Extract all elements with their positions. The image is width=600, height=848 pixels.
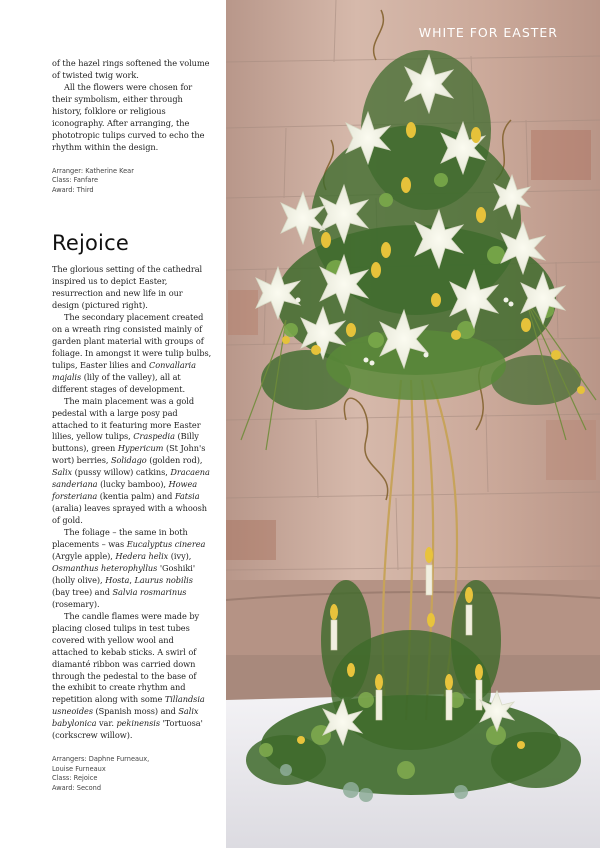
- article-paragraph-2: The secondary placement created on a wreath ring consisted mainly of garden plant material with groups of foliage. In amongst it were tulip bulbs, tulips, Easter lilies and Convallaria majalis (lily of the valley), all at different stages of development.: [52, 311, 212, 394]
- section-title: WHITE FOR EASTER: [418, 25, 558, 40]
- article-paragraph-1: The glorious setting of the cathedral inspired us to depict Easter, resurrection and new life in our design (pictured right).: [52, 264, 203, 310]
- article-credit-class: Class: Rejoice: [52, 774, 98, 783]
- article-credit-award: Award: Second: [52, 783, 102, 792]
- article-credit-arrangers-2: Louise Furneaux: [52, 764, 106, 773]
- article-paragraph-4: The foliage – the same in both placements – was Eucalyptus cinerea (Argyle apple), Hedera helix (ivy), Osmanthus heterophyllus 'Goshiki' (holly olive), Hosta, Laurus nobilis (bay tree) and Salvia rosmarinus (rosemary).: [52, 527, 206, 609]
- article-credit-arrangers: Arrangers: Daphne Furneaux,: [52, 755, 150, 764]
- article-credits: [52, 755, 212, 793]
- text-column: [52, 58, 212, 793]
- intro-credit-award: Award: Third: [52, 185, 94, 194]
- photo-illustration: [226, 0, 600, 848]
- article-title: Rejoice: [52, 231, 129, 256]
- article-paragraph-3: The main placement was a gold pedestal with a large posy pad attached to it featuring more Easter lilies, yellow tulips, Craspedia (Billy buttons), green Hypericum (St John's wort) berries, Solidago (golden rod), Salix (pussy willow) catkins, Dracaena sanderiana (lucky bamboo), Howea forsteriana (kentia palm) and Fatsia (aralia) leaves sprayed with a whoosh of gold.: [52, 395, 210, 526]
- article-paragraph-5: The candle flames were made by placing closed tulips in test tubes covered with yellow wool and attached to kebab sticks. A swirl of diamanté ribbon was carried down through the pedestal to the base of the exhibit to create rhythm and repetition along with some Tillandsia usneoides (Spanish moss) and Salix babylonica var. pekinensis 'Tortuosa' (corkscrew willow).: [52, 610, 205, 741]
- arrangement-photo: [226, 0, 600, 848]
- intro-credit-arranger: Arranger: Katherine Kear: [52, 166, 134, 175]
- intro-credits: [52, 167, 212, 196]
- intro-paragraph-1: of the hazel rings softened the volume of twisted twig work.: [52, 58, 210, 80]
- intro-credit-class: Class: Fanfare: [52, 176, 99, 185]
- intro-paragraph-2: All the flowers were chosen for their symbolism, either through history, folklore or religious iconography. After arranging, the phototropic tulips curved to echo the rhythm within the design.: [52, 81, 205, 152]
